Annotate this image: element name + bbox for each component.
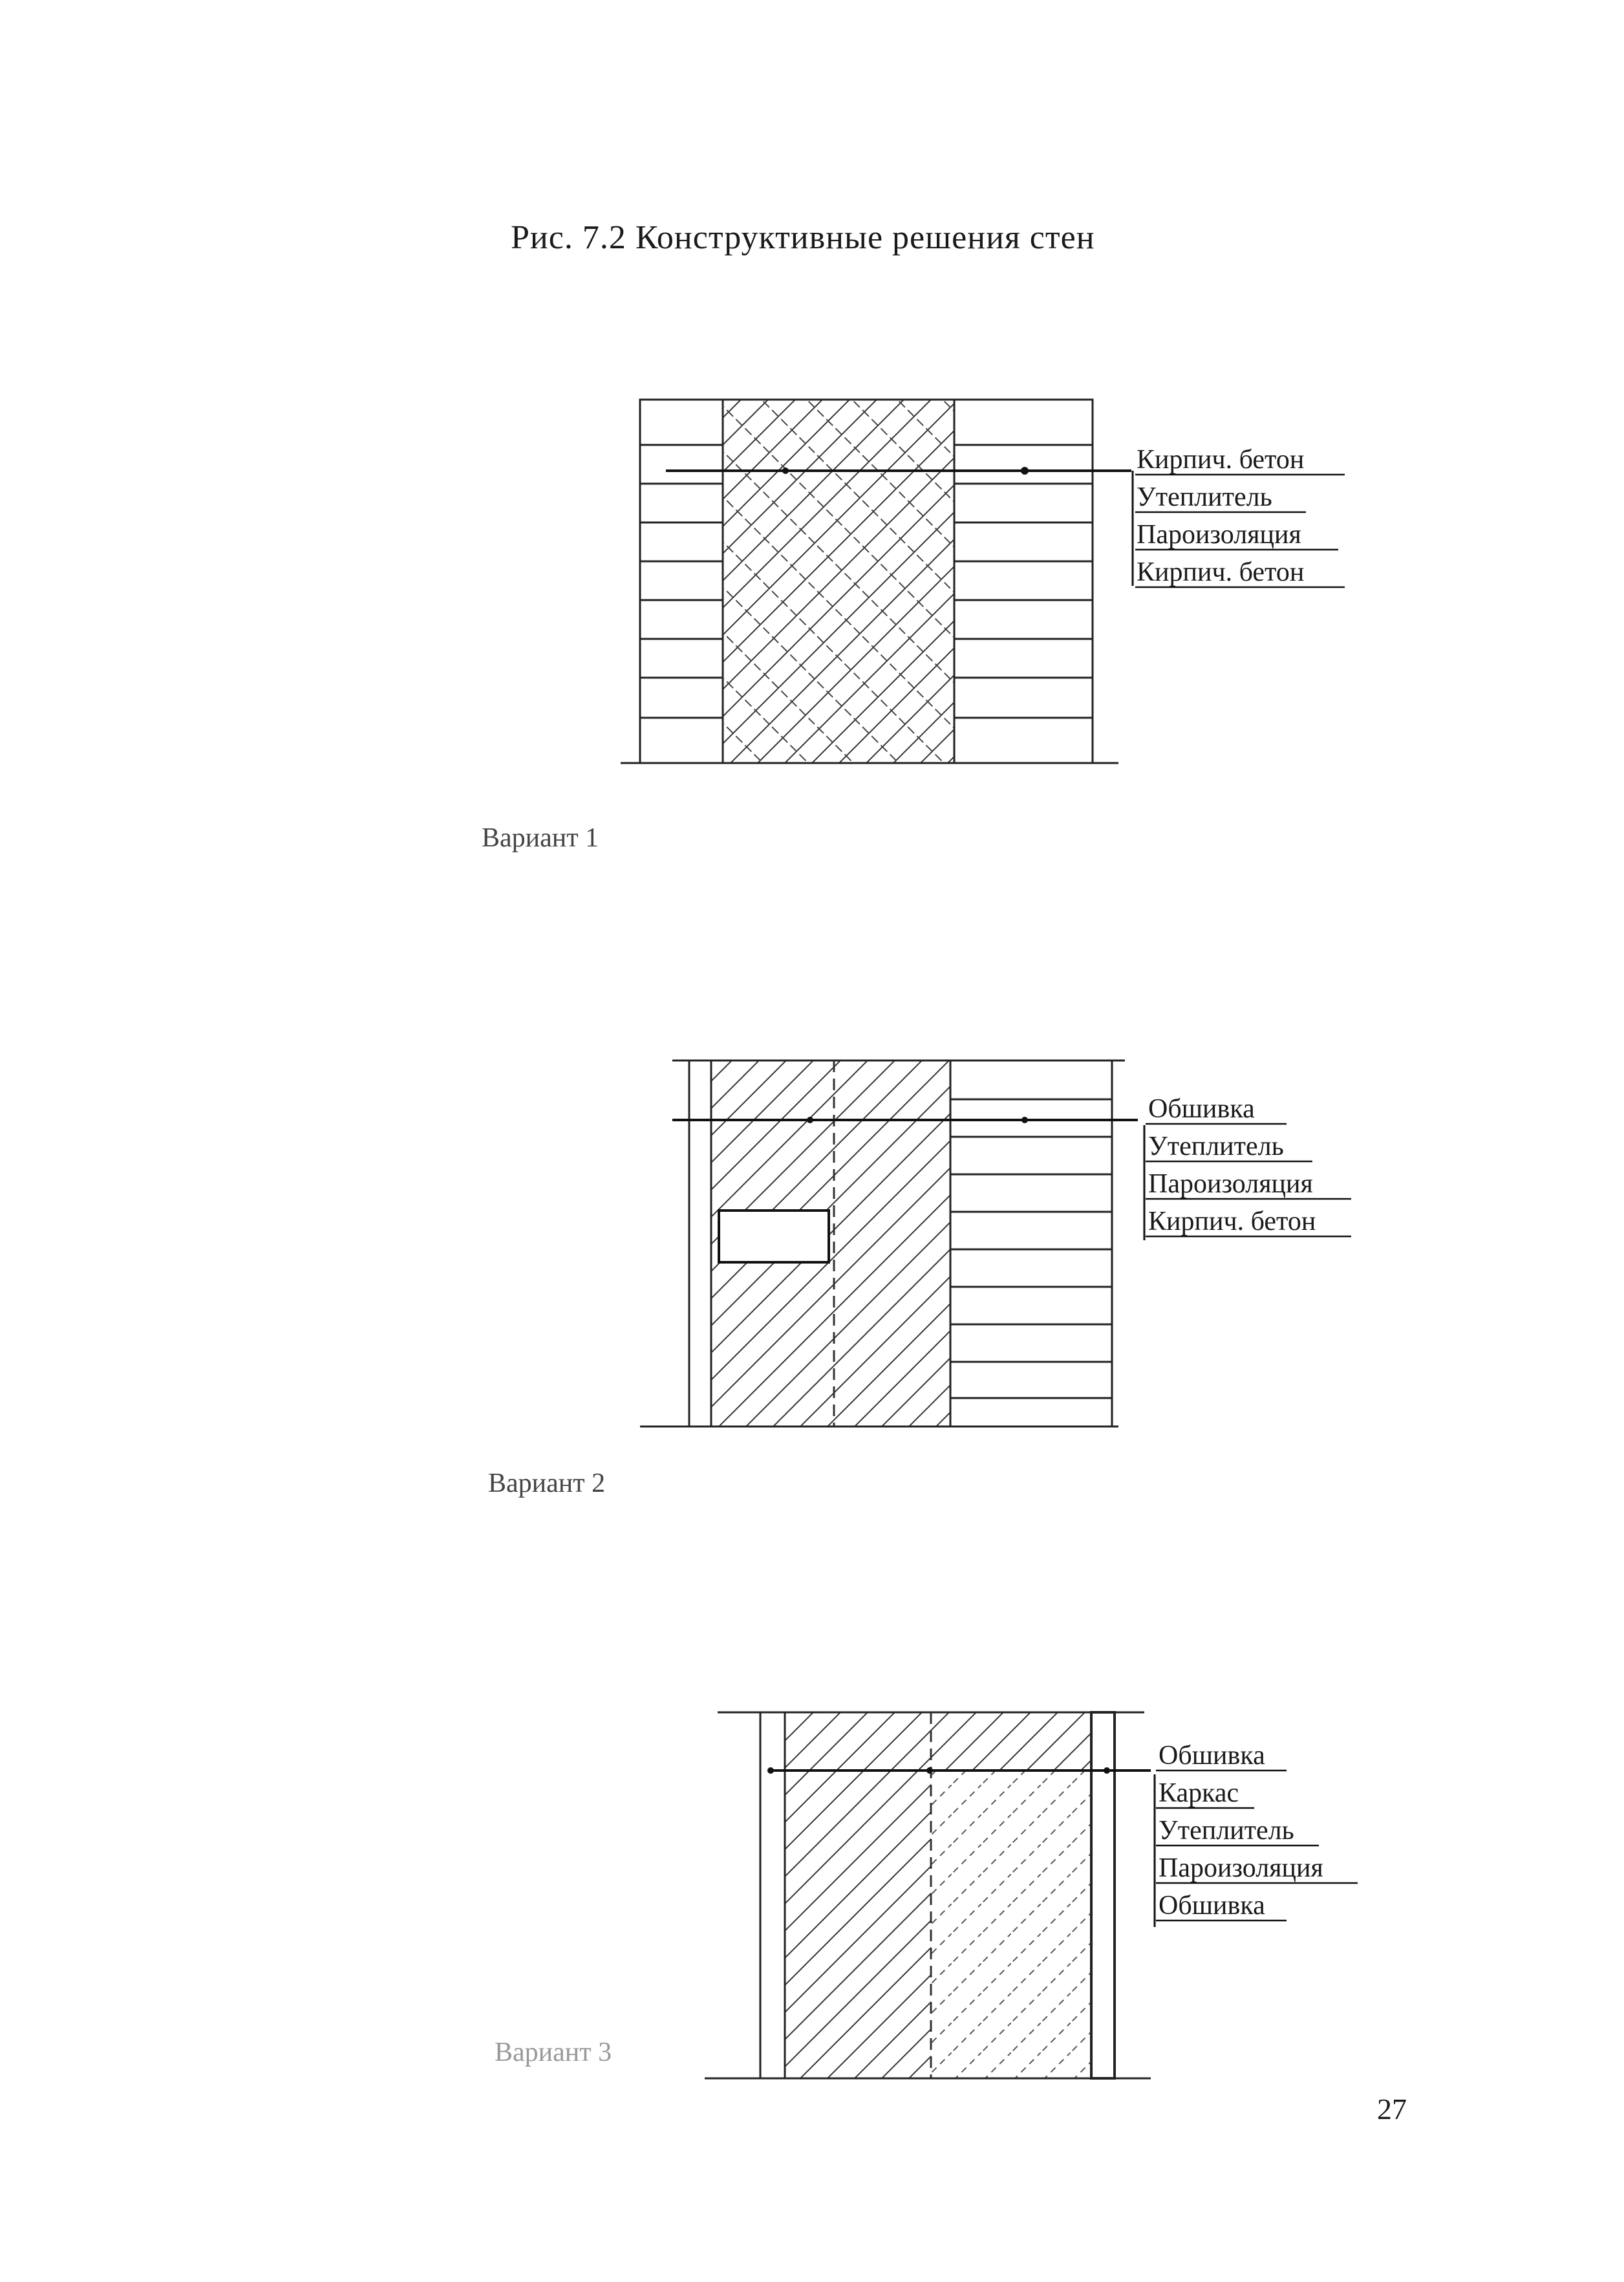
variant-1-layer-1: Кирпич. бетон	[1137, 445, 1305, 475]
variant-3-layer-5: Обшивка	[1159, 1891, 1265, 1921]
variant-3-layer-2: Каркас	[1159, 1778, 1239, 1808]
variant-2-layer-3: Пароизоляция	[1148, 1169, 1313, 1199]
variant-1-layer-labels	[1137, 445, 1304, 587]
variant-1-section	[621, 400, 1345, 763]
variant-1-caption: Вариант 1	[482, 823, 599, 853]
variant-1-layer-3: Пароизоляция	[1137, 520, 1301, 550]
variant-1-layer-4: Кирпич. бетон	[1137, 557, 1305, 587]
variant-3-layer-4: Пароизоляция	[1159, 1853, 1323, 1883]
variant-2-layer-4: Кирпич. бетон	[1148, 1207, 1316, 1236]
variant-2-layer-1: Обшивка	[1148, 1094, 1255, 1124]
variant-3-section	[705, 1712, 1358, 2078]
variant-3-layer-3: Утеплитель	[1159, 1816, 1294, 1846]
variant-3-caption: Вариант 3	[495, 2038, 612, 2067]
variant-3-layer-labels	[1159, 1741, 1323, 1921]
variant-3-layer-1: Обшивка	[1159, 1741, 1265, 1771]
variant-2-layer-labels	[1148, 1094, 1316, 1236]
variant-2-section	[640, 1060, 1351, 1426]
variant-2-caption: Вариант 2	[488, 1469, 606, 1498]
figure-title: Рис. 7.2 Конструктивные решения стен	[511, 219, 1095, 256]
variant-1-layer-2: Утеплитель	[1137, 482, 1272, 512]
page-number: 27	[1377, 2093, 1407, 2126]
variant-2-layer-2: Утеплитель	[1148, 1132, 1284, 1161]
